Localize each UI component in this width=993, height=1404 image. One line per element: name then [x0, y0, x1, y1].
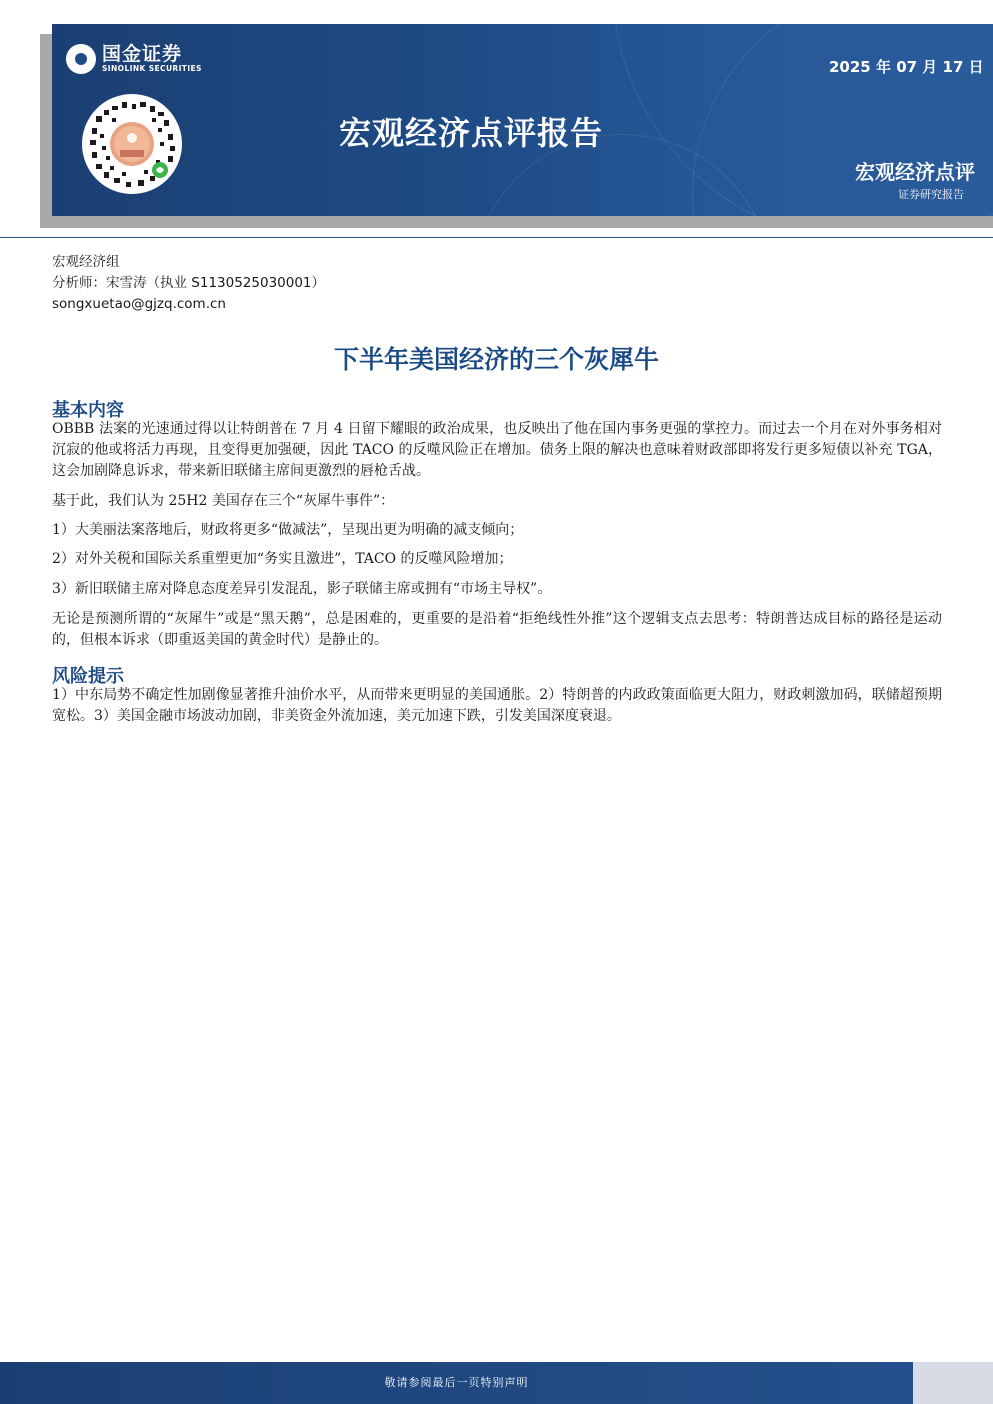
- paragraph: 无论是预测所谓的“灰犀牛”或是“黑天鹅”，总是困难的，更重要的是沿着“拒绝线性外推”这个逻辑支点去思考：特朗普达成目标的路径是运动的，但根本诉求（即重返美国的黄金时代）是静止的。: [52, 611, 942, 648]
- paragraph: 基于此，我们认为 25H2 美国存在三个“灰犀牛事件”：: [52, 493, 395, 509]
- report-subtype: 证券研究报告: [898, 188, 964, 201]
- list-item: 3）新旧联储主席对降息态度差异引发混乱，影子联储主席或拥有“市场主导权”。: [52, 581, 552, 597]
- section-title-basic: 基本内容: [52, 400, 124, 421]
- report-type: 宏观经济点评: [855, 160, 975, 184]
- header-divider: [0, 237, 993, 238]
- company-logo: [66, 44, 202, 74]
- logo-icon: [66, 44, 96, 74]
- footer-notice: 敬请参阅最后一页特别声明: [384, 1376, 529, 1389]
- research-group: 宏观经济组: [52, 254, 120, 270]
- footer-tab: [913, 1362, 993, 1404]
- article-headline: 下半年美国经济的三个灰犀牛: [333, 345, 659, 374]
- qr-code-icon: [82, 94, 182, 194]
- footer-band: [0, 1362, 993, 1404]
- analyst-email[interactable]: songxuetao@gjzq.com.cn: [52, 296, 226, 312]
- logo-name-cn: 国金证券: [102, 43, 183, 65]
- list-item: 1）大美丽法案落地后，财政将更多“做减法”，呈现出更为明确的减支倾向；: [52, 522, 524, 538]
- report-date: 2025 年 07 月 17 日: [829, 58, 984, 76]
- paragraph: OBBB 法案的光速通过得以让特朗普在 7 月 4 日留下耀眼的政治成果，也反映出了他在国内事务更强的掌控力。而过去一个月在对外事务相对沉寂的他或将活力再现，且变得更加强硬，因此 TACO 的反噬风险正在增加。债务上限的解决也意味着财政部即将发行更多短债以补充 TGA，这会加剧降息诉求，带来新旧联储主席间更激烈的唇枪舌战。: [52, 421, 942, 479]
- author-info: [52, 252, 325, 315]
- logo-name-en: SINOLINK SECURITIES: [102, 64, 202, 73]
- paragraph: 1）中东局势不确定性加剧像显著推升油价水平，从而带来更明显的美国通胀。2）特朗普的内政政策面临更大阻力，财政刺激加码，联储超预期宽松。3）美国金融市场波动加剧，非美资金外流加速，美元加速下跌，引发美国深度衰退。: [52, 687, 942, 724]
- report-title: 宏观经济点评报告: [339, 114, 604, 152]
- section-title-risk: 风险提示: [52, 666, 124, 687]
- analyst-name: 分析师：宋雪涛（执业 S1130525030001）: [52, 275, 326, 291]
- list-item: 2）对外关税和国际关系重塑更加“务实且激进”，TACO 的反噬风险增加；: [52, 551, 513, 567]
